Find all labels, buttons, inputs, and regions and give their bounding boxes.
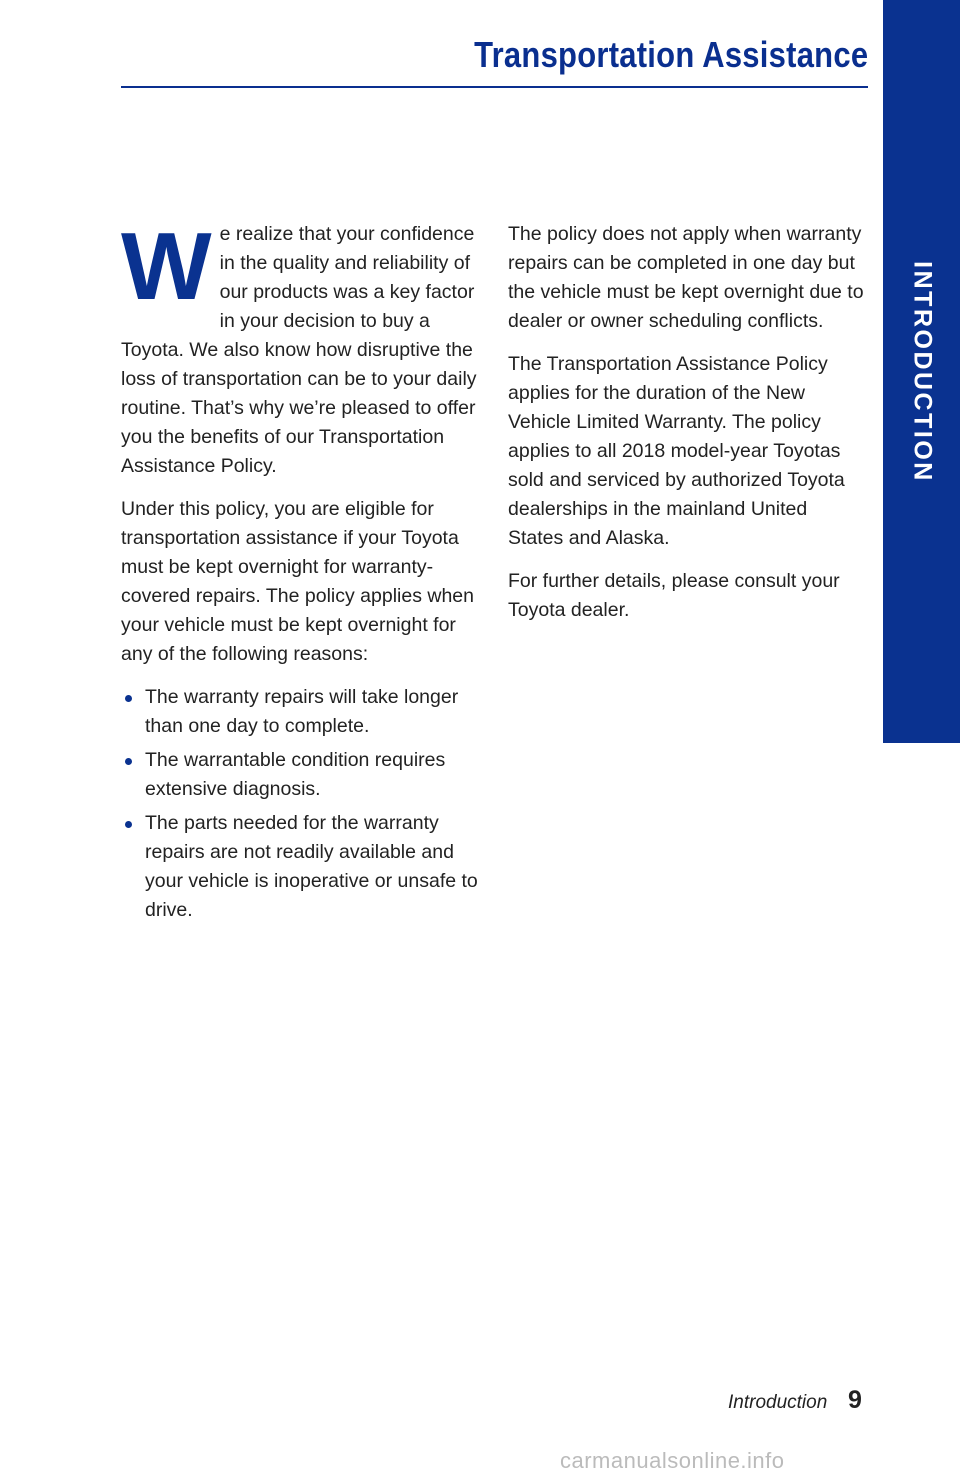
bullet-icon: [125, 695, 132, 702]
list-item: The warranty repairs will take longer than one day to complete.: [121, 683, 479, 741]
page-title: Transportation Assistance: [473, 34, 868, 75]
section-side-tab: [883, 0, 960, 743]
list-item: The warrantable condition requires extensive diagnosis.: [121, 746, 479, 804]
exclusion-paragraph: The policy does not apply when warranty repairs can be completed in one day but the vehicle must be kept overnight due to dealer or owner scheduling conflicts.: [508, 223, 864, 332]
reasons-list: [121, 683, 479, 925]
list-item: The parts needed for the warranty repairs are not readily available and your vehicle is inoperative or unsafe to drive.: [121, 809, 479, 925]
intro-paragraph: [121, 213, 479, 481]
right-column: [508, 220, 866, 639]
side-tab-label: INTRODUCTION: [908, 261, 936, 483]
details-paragraph: For further details, please consult your Toyota dealer.: [508, 570, 840, 621]
intro-text: e realize that your confidence in the quality and reliability of our products was a key factor in your decision to buy a Toyota. We also know how disruptive the loss of transportation can be to your daily routine. That’s why we’re pleased to offer you the benefits of our Transportation Assistance Policy.: [121, 223, 477, 477]
eligibility-paragraph: Under this policy, you are eligible for transportation assistance if your Toyota must be kept overnight for warranty-covered repairs. The policy applies when your vehicle must be kept overnight for any of the following reasons:: [121, 498, 474, 665]
duration-paragraph: The Transportation Assistance Policy applies for the duration of the New Vehicle Limited Warranty. The policy applies to all 2018 model-year Toyotas sold and serviced by authorized Toyota dealerships in the mainland United States and Alaska.: [508, 353, 845, 549]
title-divider: [121, 86, 868, 88]
footer-section-label: Introduction: [728, 1392, 828, 1413]
watermark: carmanualsonline.info: [560, 1448, 785, 1473]
bullet-icon: [125, 758, 132, 765]
bullet-icon: [125, 821, 132, 828]
drop-cap: W: [121, 213, 212, 320]
left-column: [121, 213, 479, 930]
page-number: 9: [848, 1386, 862, 1414]
